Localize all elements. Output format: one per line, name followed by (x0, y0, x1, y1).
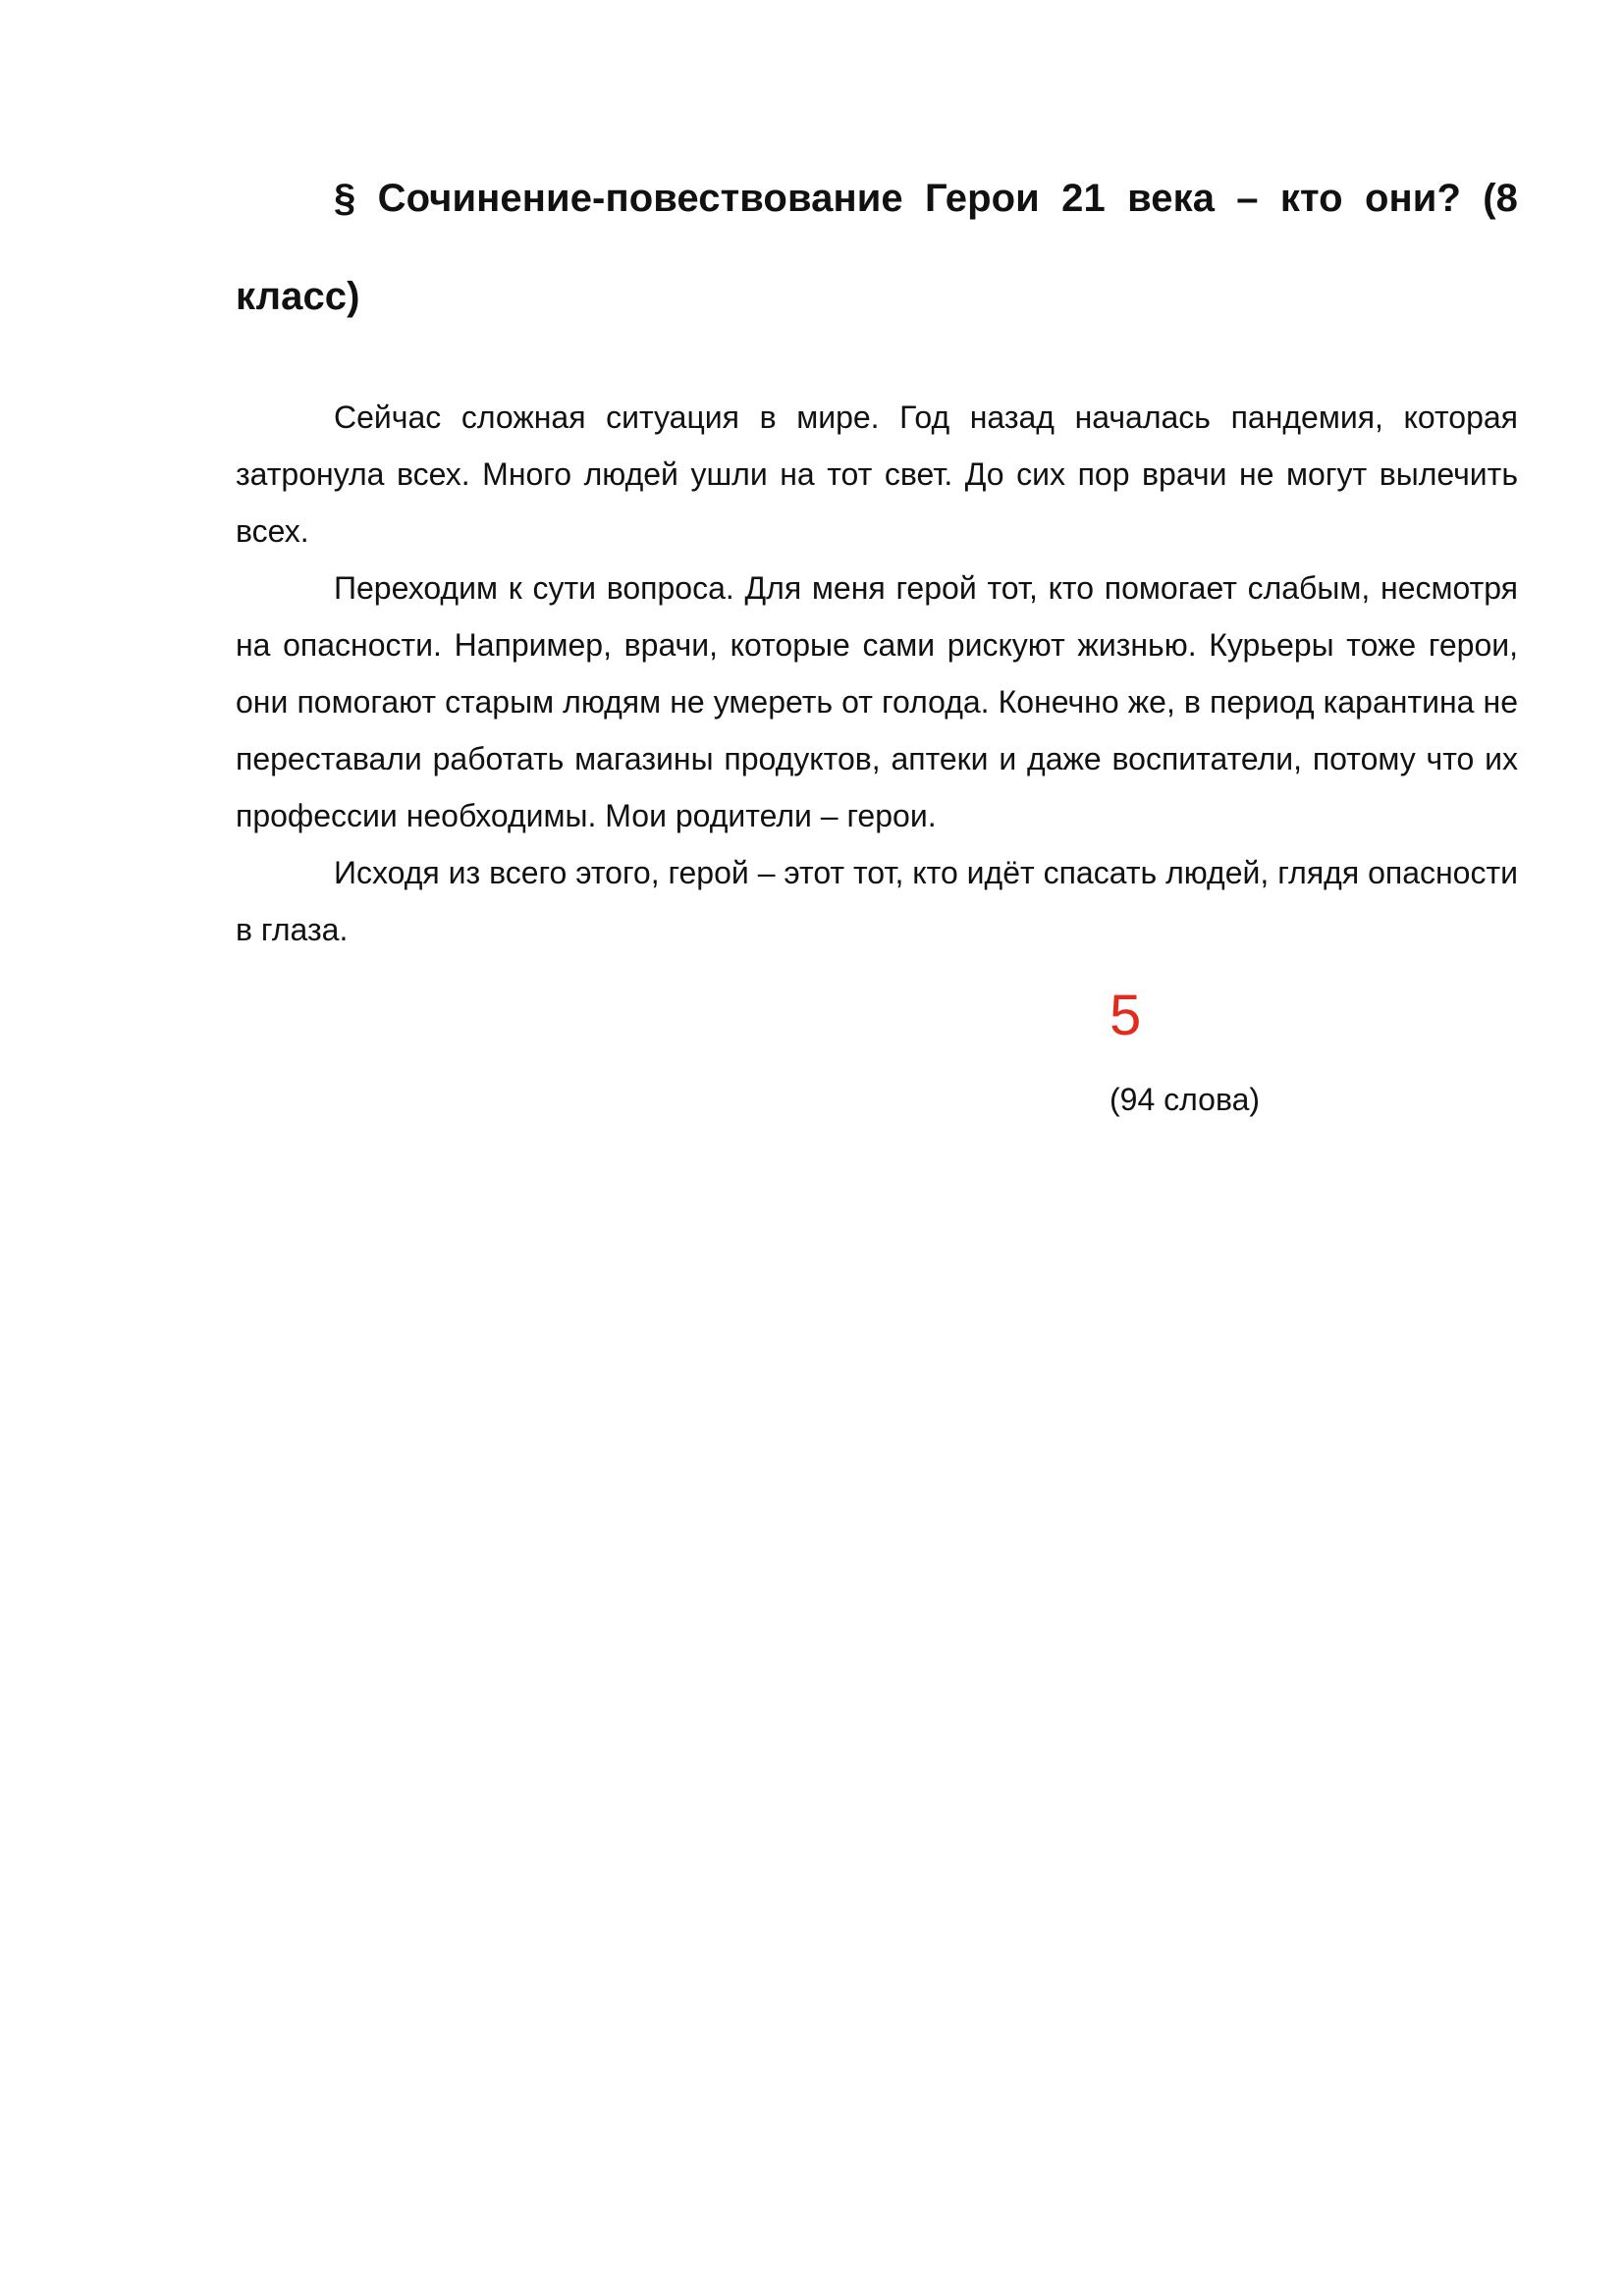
grade-block (1110, 982, 1260, 1119)
document-page (236, 149, 1518, 958)
essay-title: § Сочинение-повествование Герои 21 века – кто они? (8 класс) (236, 177, 1518, 318)
word-count: (94 слова) (1110, 1082, 1261, 1117)
paragraph-2: Переходим к сути вопроса. Для меня герой тот, кто помогает слабым, несмотря на опасности. Например, врачи, которые сами рискуют жизнью. Курьеры тоже герои, они помогают старым людям не умереть от голода. Конечно же, в период карантина не переставали работать магазины продуктов, аптеки и даже воспитатели, потому что их профессии необходимы. Мои родители – герои. (236, 570, 1518, 833)
grade-mark: 5 (1110, 984, 1142, 1047)
paragraph-3: Исходя из всего этого, герой – этот тот, кто идёт спасать людей, глядя опасности в глаза. (236, 855, 1518, 947)
paragraph-1: Сейчас сложная ситуация в мире. Год назад началась пандемия, которая затронула всех. Много людей ушли на тот свет. До сих пор врачи не могут вылечить всех. (236, 400, 1518, 549)
essay-body (236, 389, 1518, 958)
